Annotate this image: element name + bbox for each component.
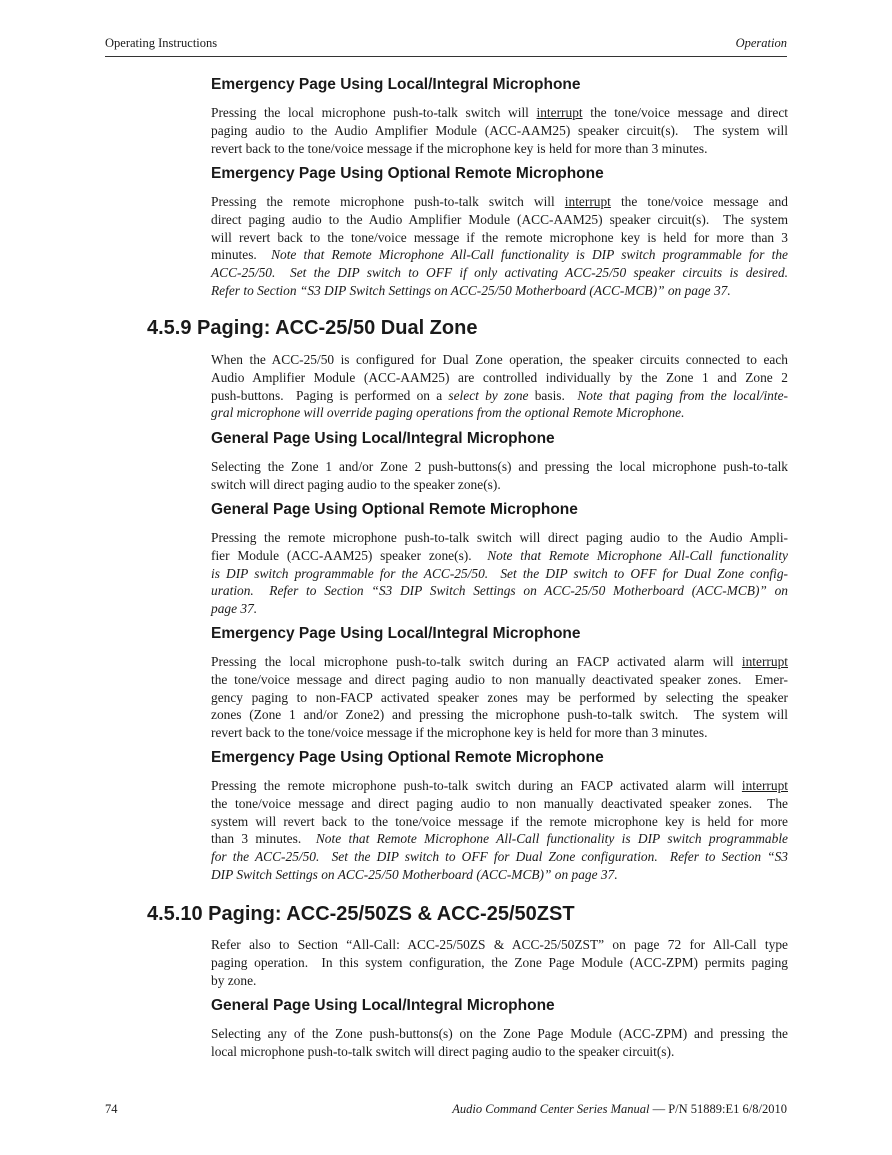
- body-paragraph: Pressing the remote microphone push-to-talk switch during an FACP activated alarm will interrupt the tone/voice message and direct paging audio to non manually deactivated speaker zones. The system will revert back to the tone/voice message if the remote microphone key is held for more than 3 minutes. Note that Remote Microphone All-Call functionality is DIP switch programmable for the ACC-25/50. Set the DIP switch to OFF for Dual Zone configuration. Refer to Section “S3 DIP Switch Settings on ACC-25/50 Motherboard (ACC-MCB)” on page 37.: [211, 778, 788, 882]
- body-paragraph: Pressing the local microphone push-to-talk switch during an FACP activated alarm will interrupt the tone/voice message and direct paging audio to non manually deactivated speaker zones. Emer- gency paging to non-FACP activated speaker zones may be performed by selecting the speaker zones (Zone 1 and/or Zone2) and pressing the microphone push-to-talk switch. The system will revert back to the tone/voice message if the microphone key is held for more than 3 minutes.: [211, 654, 788, 741]
- footer-manual-info: [452, 1102, 787, 1117]
- header-chapter-label: Operation: [735, 36, 787, 50]
- body-paragraph: Selecting any of the Zone push-buttons(s) on the Zone Page Module (ACC-ZPM) and pressing the local microphone push-to-talk switch will direct paging audio to the speaker circuit(s).: [211, 1026, 788, 1059]
- zone-general-local-mic-section: [211, 996, 788, 1061]
- body-paragraph: Selecting the Zone 1 and/or Zone 2 push-buttons(s) and pressing the local microphone push-to-talk switch will direct paging audio to the speaker zone(s).: [211, 459, 788, 492]
- general-local-mic-section: [211, 429, 788, 494]
- body-paragraph: Pressing the remote microphone push-to-talk switch will interrupt the tone/voice message and direct paging audio to the Audio Amplifier Module (ACC-AAM25) speaker circuit(s). The system will revert back to the tone/voice message if the remote microphone key is held for more than 3 minutes. Note that Remote Microphone All-Call functionality is DIP switch programmable for the ACC-25/50. Set the DIP switch to OFF if only activating ACC-25/50 speaker circuits is desired. Refer to Section “S3 DIP Switch Settings on ACC-25/50 Motherboard (ACC-MCB)” on page 37.: [211, 194, 788, 298]
- general-remote-mic-section: [211, 500, 788, 618]
- dual-zone-intro: [211, 351, 788, 422]
- body-paragraph: When the ACC-25/50 is configured for Dual Zone operation, the speaker circuits connected to each Audio Amplifier Module (ACC-AAM25) are controlled individually by the Zone 1 and Zone 2 push-buttons. Paging is performed on a select by zone basis. Note that paging from the local/inte- gral microphone will override paging operations from the optional Remote Microphone.: [211, 352, 788, 421]
- page-number: 74: [105, 1102, 118, 1116]
- page-header: [105, 36, 787, 57]
- body-paragraph: Pressing the remote microphone push-to-talk switch will direct paging audio to the Audio Ampli- fier Module (ACC-AAM25) speaker zone(s). Note that Remote Microphone All-Call functionality is DIP switch programmable for the ACC-25/50. Set the DIP switch to OFF for Dual Zone config- uration. Refer to Section “S3 DIP Switch Settings on ACC-25/50 Motherboard (ACC-MCB)” on page 37.: [211, 530, 788, 617]
- section-heading: General Page Using Local/Integral Microphone: [211, 997, 555, 1014]
- manual-title: Audio Command Center Series Manual: [452, 1102, 650, 1116]
- body-paragraph: Refer also to Section “All-Call: ACC-25/50ZS & ACC-25/50ZST” on page 72 for All-Call type paging operation. In this system configuration, the Zone Page Module (ACC-ZPM) permits paging by zone.: [211, 937, 788, 988]
- body-paragraph: Pressing the local microphone push-to-talk switch will interrupt the tone/voice message and direct paging audio to the Audio Amplifier Module (ACC-AAM25) speaker circuit(s). The system will revert back to the tone/voice message if the microphone key is held for more than 3 minutes.: [211, 105, 788, 156]
- section-title-4-5-9: 4.5.9 Paging: ACC-25/50 Dual Zone: [147, 317, 478, 339]
- section-title-4-5-10: 4.5.10 Paging: ACC-25/50ZS & ACC-25/50ZST: [147, 903, 575, 925]
- emergency-remote-mic-section: [211, 164, 788, 300]
- section-heading: Emergency Page Using Local/Integral Microphone: [211, 625, 581, 642]
- zone-page-intro: [211, 936, 788, 989]
- section-heading: General Page Using Local/Integral Microphone: [211, 430, 555, 447]
- part-number: — P/N 51889:E1 6/8/2010: [649, 1102, 787, 1116]
- section-heading: Emergency Page Using Local/Integral Microphone: [211, 76, 581, 93]
- dual-zone-emergency-remote-mic-section: [211, 748, 788, 884]
- section-heading: Emergency Page Using Optional Remote Microphone: [211, 165, 604, 182]
- section-heading: General Page Using Optional Remote Microphone: [211, 501, 578, 518]
- section-heading: Emergency Page Using Optional Remote Microphone: [211, 749, 604, 766]
- emergency-local-mic-section: [211, 75, 788, 157]
- dual-zone-emergency-local-mic-section: [211, 624, 788, 742]
- header-section-label: Operating Instructions: [105, 36, 218, 50]
